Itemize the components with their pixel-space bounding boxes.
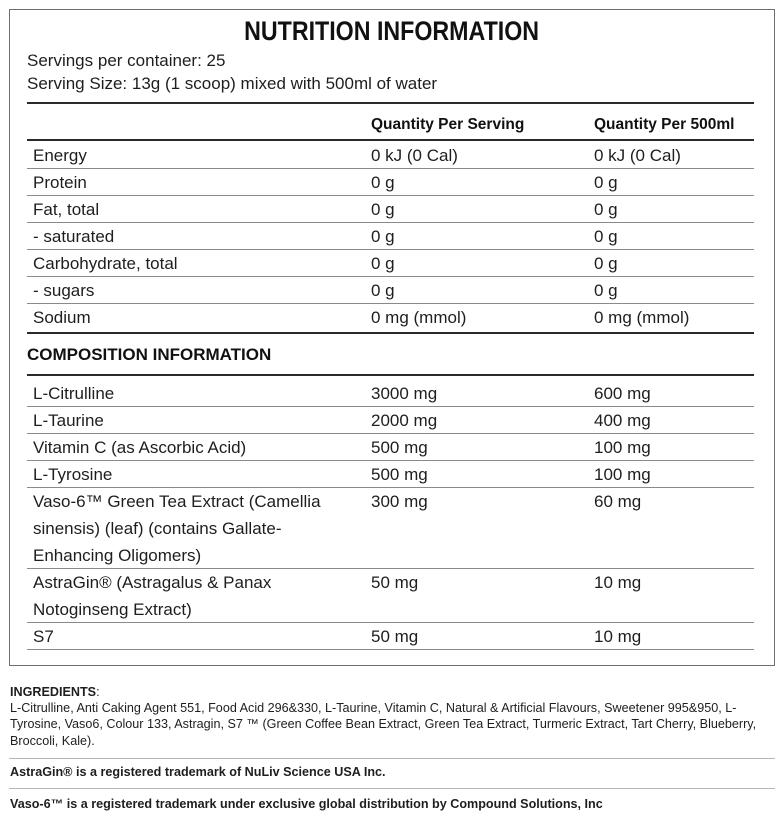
row-per-500ml: 100 mg [594, 465, 651, 484]
row-divider [27, 195, 754, 196]
row-divider [27, 222, 754, 223]
row-per-500ml: 0 g [594, 227, 618, 246]
row-per-serving: 0 mg (mmol) [371, 308, 467, 327]
row-per-500ml: 0 mg (mmol) [594, 308, 690, 327]
row-per-serving: 0 g [371, 173, 395, 192]
ingredients-text: L-Citrulline, Anti Caking Agent 551, Food Acid 296&330, L-Taurine, Vitamin C, Natural & Artificial Flavours, Sweetener 995&950, L-Tyrosine, Vaso6, Colour 133, Astragin, S7 ™ (Green Coffee Bean Extract, Green Tea Extract, Turmeric Extract, Tart Cherry, Blueberry, Broccoli, Kale). [10, 701, 757, 748]
row-name: - saturated [33, 227, 115, 246]
row-per-serving: 500 mg [371, 438, 428, 457]
row-per-serving: 0 g [371, 200, 395, 219]
row-per-serving: 50 mg [371, 573, 419, 592]
row-name: - sugars [33, 281, 95, 300]
column-header-per-serving: Quantity Per Serving [371, 116, 525, 133]
row-per-500ml: 60 mg [594, 492, 642, 511]
trademark-astragin: AstraGin® is a registered trademark of NuLiv Science USA Inc. [10, 765, 386, 779]
row-divider [27, 249, 754, 250]
row-per-serving: 0 kJ (0 Cal) [371, 146, 458, 165]
row-per-500ml: 0 g [594, 173, 618, 192]
row-per-serving: 300 mg [371, 492, 428, 511]
row-per-500ml: 10 mg [594, 627, 642, 646]
ingredients-block [10, 684, 776, 749]
composition-title: COMPOSITION INFORMATION [27, 345, 272, 364]
row-name: AstraGin® (Astragalus & Panax Notoginseng Extract) [33, 573, 272, 619]
row-divider [27, 168, 754, 169]
serving-size: Serving Size: 13g (1 scoop) mixed with 500ml of water [27, 74, 438, 93]
row-per-500ml: 600 mg [594, 384, 651, 403]
row-name: Vitamin C (as Ascorbic Acid) [33, 438, 247, 457]
row-name: Vaso-6™ Green Tea Extract (Camellia sinensis) (leaf) (contains Gallate-Enhancing Oligomers) [33, 492, 321, 565]
row-divider [27, 460, 754, 461]
composition-header-rule [27, 374, 754, 376]
row-per-serving: 2000 mg [371, 411, 438, 430]
row-per-500ml: 0 g [594, 281, 618, 300]
row-per-serving: 3000 mg [371, 384, 438, 403]
row-divider [27, 649, 754, 650]
column-header-per-500ml: Quantity Per 500ml [594, 116, 735, 133]
footer-divider [9, 788, 775, 789]
row-per-serving: 0 g [371, 281, 395, 300]
row-per-500ml: 0 g [594, 200, 618, 219]
row-name: Sodium [33, 308, 91, 327]
row-name: Protein [33, 173, 87, 192]
row-divider [27, 406, 754, 407]
row-per-serving: 50 mg [371, 627, 419, 646]
section-rule [27, 332, 754, 334]
trademark-vaso6: Vaso-6™ is a registered trademark under exclusive global distribution by Compound Solutions, Inc [10, 797, 603, 811]
row-divider [27, 622, 754, 623]
row-name: Energy [33, 146, 87, 165]
row-name: Fat, total [33, 200, 100, 219]
row-per-500ml: 100 mg [594, 438, 651, 457]
row-divider [27, 276, 754, 277]
row-per-500ml: 0 kJ (0 Cal) [594, 146, 681, 165]
footer-divider [9, 758, 775, 759]
page-title: NUTRITION INFORMATION [244, 16, 540, 46]
row-per-serving: 500 mg [371, 465, 428, 484]
row-per-500ml: 400 mg [594, 411, 651, 430]
row-divider [27, 303, 754, 304]
row-name: L-Tyrosine [33, 465, 113, 484]
row-per-500ml: 10 mg [594, 573, 642, 592]
header-rule [27, 139, 754, 141]
table-top-rule [27, 102, 754, 104]
ingredients-colon: : [96, 685, 100, 699]
row-name: Carbohydrate, total [33, 254, 178, 273]
row-name: L-Citrulline [33, 384, 115, 403]
row-divider [27, 433, 754, 434]
row-per-serving: 0 g [371, 227, 395, 246]
row-per-500ml: 0 g [594, 254, 618, 273]
row-name: L-Taurine [33, 411, 104, 430]
ingredients-label: INGREDIENTS [10, 685, 97, 699]
servings-per-container: Servings per container: 25 [27, 51, 226, 70]
row-name: S7 [33, 627, 54, 646]
row-per-serving: 0 g [371, 254, 395, 273]
